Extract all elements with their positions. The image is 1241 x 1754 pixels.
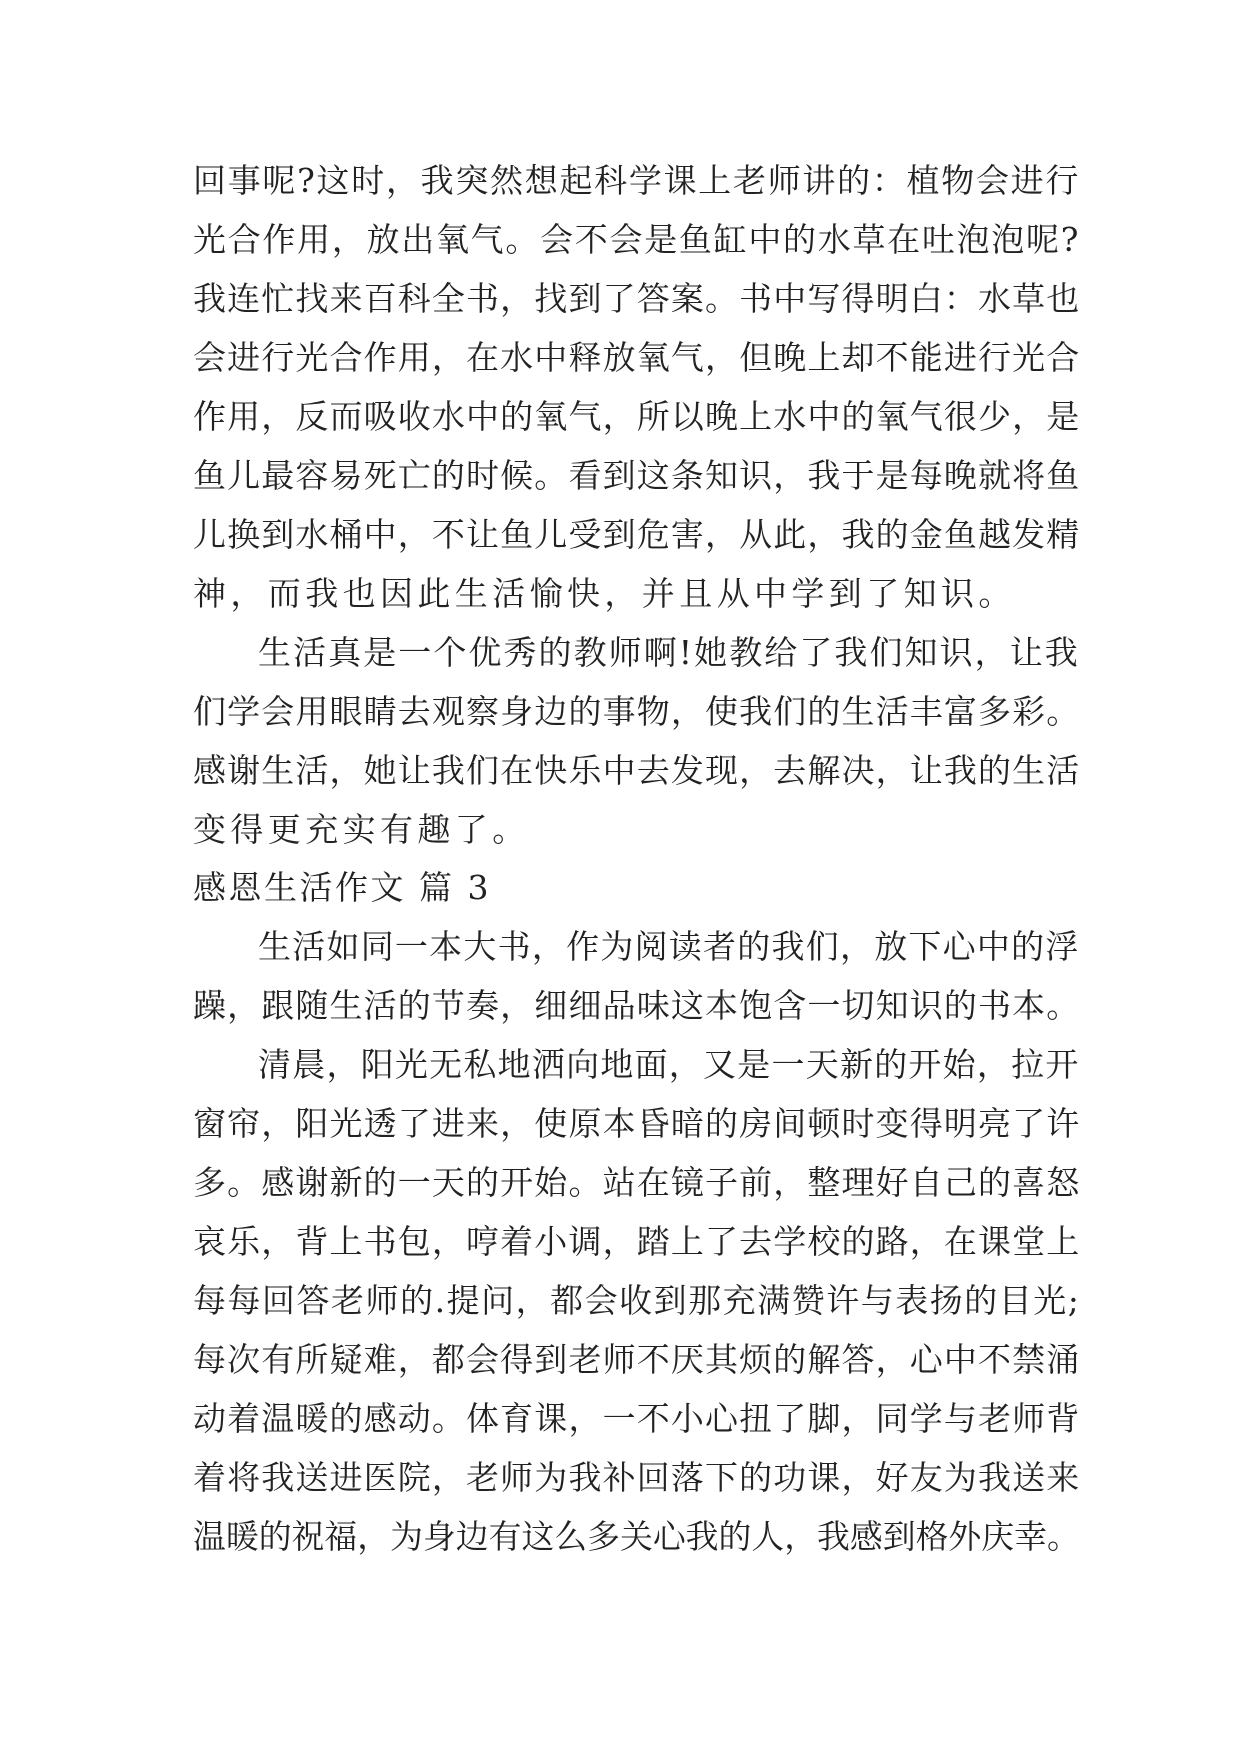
text-line: 作用，反而吸收水中的氧气，所以晚上水中的氧气很少，是 — [193, 397, 1081, 436]
text-line: 神，而我也因此生活愉快，并且从中学到了知识。 — [193, 574, 1016, 613]
text-line: 儿换到水桶中，不让鱼儿受到危害，从此，我的金鱼越发精 — [193, 515, 1081, 554]
text-line: 回事呢?这时，我突然想起科学课上老师讲的：植物会进行 — [193, 161, 1081, 200]
text-line: 哀乐，背上书包，哼着小调，踏上了去学校的路，在课堂上 — [193, 1222, 1081, 1261]
text-line: 鱼儿最容易死亡的时候。看到这条知识，我于是每晚就将鱼 — [193, 456, 1081, 495]
text-line: 感谢生活，她让我们在快乐中去发现，去解决，让我的生活 — [193, 751, 1081, 790]
text-line: 我连忙找来百科全书，找到了答案。书中写得明白：水草也 — [193, 279, 1081, 318]
paragraph-start-line: 生活真是一个优秀的教师啊!她教给了我们知识，让我 — [258, 633, 1080, 672]
text-line: 温暖的祝福，为身边有这么多关心我的人，我感到格外庆幸。 — [193, 1518, 1080, 1556]
section-heading: 感恩生活作文 篇 3 — [193, 868, 491, 907]
text-line: 会进行光合作用，在水中释放氧气，但晚上却不能进行光合 — [193, 338, 1081, 377]
text-line: 每每回答老师的.提问，都会收到那充满赞许与表扬的目光; — [193, 1281, 1081, 1320]
text-line: 们学会用眼睛去观察身边的事物，使我们的生活丰富多彩。 — [193, 692, 1081, 731]
paragraph-start-line: 生活如同一本大书，作为阅读者的我们，放下心中的浮 — [258, 927, 1080, 966]
text-line: 每次有所疑难，都会得到老师不厌其烦的解答，心中不禁涌 — [193, 1340, 1081, 1379]
text-line: 光合作用，放出氧气。会不会是鱼缸中的水草在吐泡泡呢? — [193, 220, 1081, 259]
paragraph-start-line: 清晨，阳光无私地洒向地面，又是一天新的开始，拉开 — [258, 1045, 1080, 1084]
text-line: 变得更充实有趣了。 — [193, 810, 530, 849]
text-line: 多。感谢新的一天的开始。站在镜子前，整理好自己的喜怒 — [193, 1163, 1081, 1202]
text-line: 动着温暖的感动。体育课，一不小心扭了脚，同学与老师背 — [193, 1399, 1081, 1438]
text-line: 躁，跟随生活的节奏，细细品味这本饱含一切知识的书本。 — [193, 986, 1081, 1025]
text-line: 着将我送进医院，老师为我补回落下的功课，好友为我送来 — [193, 1458, 1081, 1497]
text-line: 窗帘，阳光透了进来，使原本昏暗的房间顿时变得明亮了许 — [193, 1104, 1081, 1143]
